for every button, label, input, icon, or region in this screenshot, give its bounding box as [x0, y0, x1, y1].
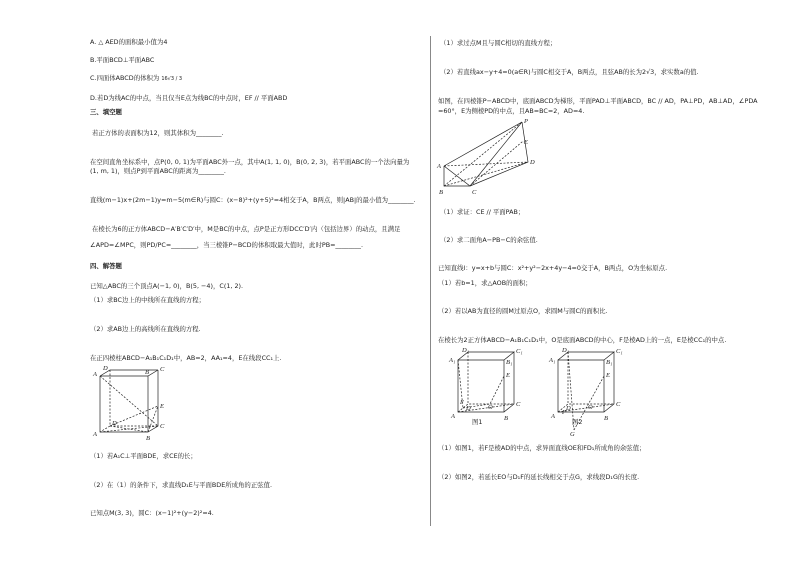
- cube-figure-1: [444, 346, 524, 428]
- svg-text:A: A: [437, 163, 441, 170]
- svg-text:E: E: [606, 372, 610, 379]
- svg-text:A₁: A₁: [449, 357, 456, 364]
- question-20-part2: （2）求二面角A−PB−C的余弦值.: [440, 236, 538, 244]
- svg-text:C: C: [160, 366, 165, 373]
- svg-text:C₁: C₁: [616, 348, 623, 355]
- question-16-line1: 在棱长为6的正方体ABCD−A′B′C′D′中，M是BC的中点，点P是正方形DCC′D′内（包括边界）的动点，且满足: [92, 225, 401, 233]
- question-17: 已知△ABC的三个顶点A(−1, 0)，B(5, −4)，C(1, 2).: [90, 282, 244, 290]
- question-19: 已知点M(3, 3)，圆C：(x−1)²+(y−2)²=4.: [90, 509, 214, 517]
- cube-figure-2: [544, 346, 624, 436]
- question-21: 已知直线l：y=x+b与圆C：x²+y²−2x+4y−4=0交于A，B两点，O为坐标原点.: [438, 264, 668, 272]
- svg-text:A: A: [451, 413, 455, 420]
- question-18-part1: （1）若A₁C⊥平面BDE，求CE的长；: [90, 452, 197, 460]
- prism-figure: [90, 366, 170, 442]
- question-20-part1: （1）求证：CE // 平面PAB；: [440, 208, 525, 216]
- question-20-line2: =60°，E为侧棱PD的中点，且AB=BC=2，AD=4.: [438, 107, 585, 115]
- question-14-line1: 在空间直角坐标系中，点P(0, 0, 1)为平面ABC外一点，其中A(1, 1, 0)，B(0, 2, 3)，若平面ABC的一个法向量为: [90, 158, 410, 166]
- svg-text:C: C: [516, 401, 521, 408]
- figure-2-caption: 图2: [572, 418, 583, 426]
- option-a: A. △ AED的面积最小值为4: [90, 38, 168, 46]
- svg-text:B: B: [504, 415, 508, 422]
- svg-text:B₁: B₁: [506, 359, 513, 366]
- question-21-part2: （2）若以AB为直径的圆M过原点O，求圆M与圆C的面积比.: [438, 307, 608, 315]
- svg-text:O: O: [588, 404, 593, 411]
- question-17-part1: （1）求BC边上的中线所在直线的方程；: [90, 296, 206, 304]
- figure-1-caption: 图1: [472, 418, 483, 426]
- svg-text:E: E: [160, 403, 164, 410]
- svg-text:B: B: [604, 415, 608, 422]
- svg-text:G: G: [570, 431, 575, 436]
- svg-text:B₁: B₁: [606, 359, 613, 366]
- question-14-line2: (1, m, 1)，则点P到平面ABC的距离为________.: [90, 167, 226, 175]
- svg-text:D₁: D₁: [462, 347, 469, 354]
- svg-text:F: F: [460, 399, 464, 406]
- svg-text:A: A: [551, 413, 555, 420]
- question-19-part2: （2）若直线ax−y+4=0(a∈R)与圆C相交于A，B两点，且弦AB的长为2√3，求实数a的值.: [440, 68, 699, 76]
- section-fill-in: 三、填空题: [90, 108, 122, 116]
- svg-text:B: B: [145, 369, 149, 376]
- question-13: 若正方体的表面积为12，则其体积为________.: [92, 129, 224, 137]
- question-22-part2: （2）如图2，若延长EO与D₁F的延长线相交于点G，求线段D₁G的长度.: [438, 473, 640, 481]
- question-19-part1: （1）求过点M且与圆C相切的直线方程；: [440, 39, 557, 47]
- svg-text:E: E: [524, 139, 528, 146]
- option-c: C.四面体ABCD的体积为 16√3 / 3: [90, 74, 183, 82]
- svg-text:D: D: [566, 405, 571, 412]
- question-18: 在正四棱柱ABCD−A₁B₁C₁D₁中，AB=2，AA₁=4，E在线段CC₁上.: [90, 354, 282, 362]
- svg-text:F: F: [562, 409, 566, 416]
- svg-text:A: A: [93, 371, 97, 378]
- svg-text:O: O: [488, 404, 493, 411]
- question-16-line2: ∠APD=∠MPC，则PD/PC=________，当三棱锥P−BCD的体积取最大值时，此时PB=________.: [90, 241, 364, 249]
- question-21-part1: （1）若b=1，求△AOB的面积；: [438, 279, 532, 287]
- svg-text:C: C: [160, 423, 165, 430]
- svg-text:C₁: C₁: [516, 348, 523, 355]
- svg-text:C: C: [472, 189, 477, 196]
- question-15: 直线(m−1)x+(2m−1)y=m−5(m∈R)与圆C：(x−8)²+(y+5)²=4相交于A，B两点，则|AB|的最小值为________.: [90, 196, 416, 204]
- option-b: B.平面BCD⊥平面ABC: [90, 56, 155, 64]
- question-17-part2: （2）求AB边上的高线所在直线的方程.: [90, 325, 201, 333]
- pyramid-figure: [434, 118, 544, 198]
- column-divider: [430, 36, 431, 526]
- svg-text:C: C: [616, 401, 621, 408]
- svg-text:D₁: D₁: [562, 347, 569, 354]
- question-18-part2: （2）在（1）的条件下，求直线D₁E与平面BDE所成角的正弦值.: [90, 481, 273, 489]
- question-22: 在棱长为2正方体ABCD−A₁B₁C₁D₁中，O是底面ABCD的中心，F是棱AD上的一点，E是棱CC₁的中点.: [438, 336, 727, 344]
- svg-text:P: P: [524, 118, 528, 125]
- section-answers: 四、解答题: [90, 262, 122, 270]
- svg-text:A₁: A₁: [549, 357, 556, 364]
- svg-text:E: E: [506, 372, 510, 379]
- option-d: D.若D为线AC的中点，当且仅当E点为线BC的中点时，EF // 平面ABD: [90, 94, 288, 102]
- svg-text:D: D: [103, 366, 108, 372]
- svg-text:D: D: [466, 405, 471, 412]
- svg-text:D: D: [530, 159, 535, 166]
- question-20-line1: 如图，在四棱锥P−ABCD中，底面ABCD为梯形，平面PAD⊥平面ABCD，BC // AD，PA⊥PD，AB⊥AD，∠PDA: [438, 97, 758, 105]
- question-22-part1: （1）如图1，若F是棱AD的中点，求异面直线OE和FD₁所成角的余弦值；: [438, 444, 646, 452]
- svg-text:A: A: [93, 431, 97, 438]
- svg-text:D: D: [112, 420, 117, 427]
- svg-text:B: B: [146, 435, 150, 442]
- svg-text:B: B: [439, 189, 443, 196]
